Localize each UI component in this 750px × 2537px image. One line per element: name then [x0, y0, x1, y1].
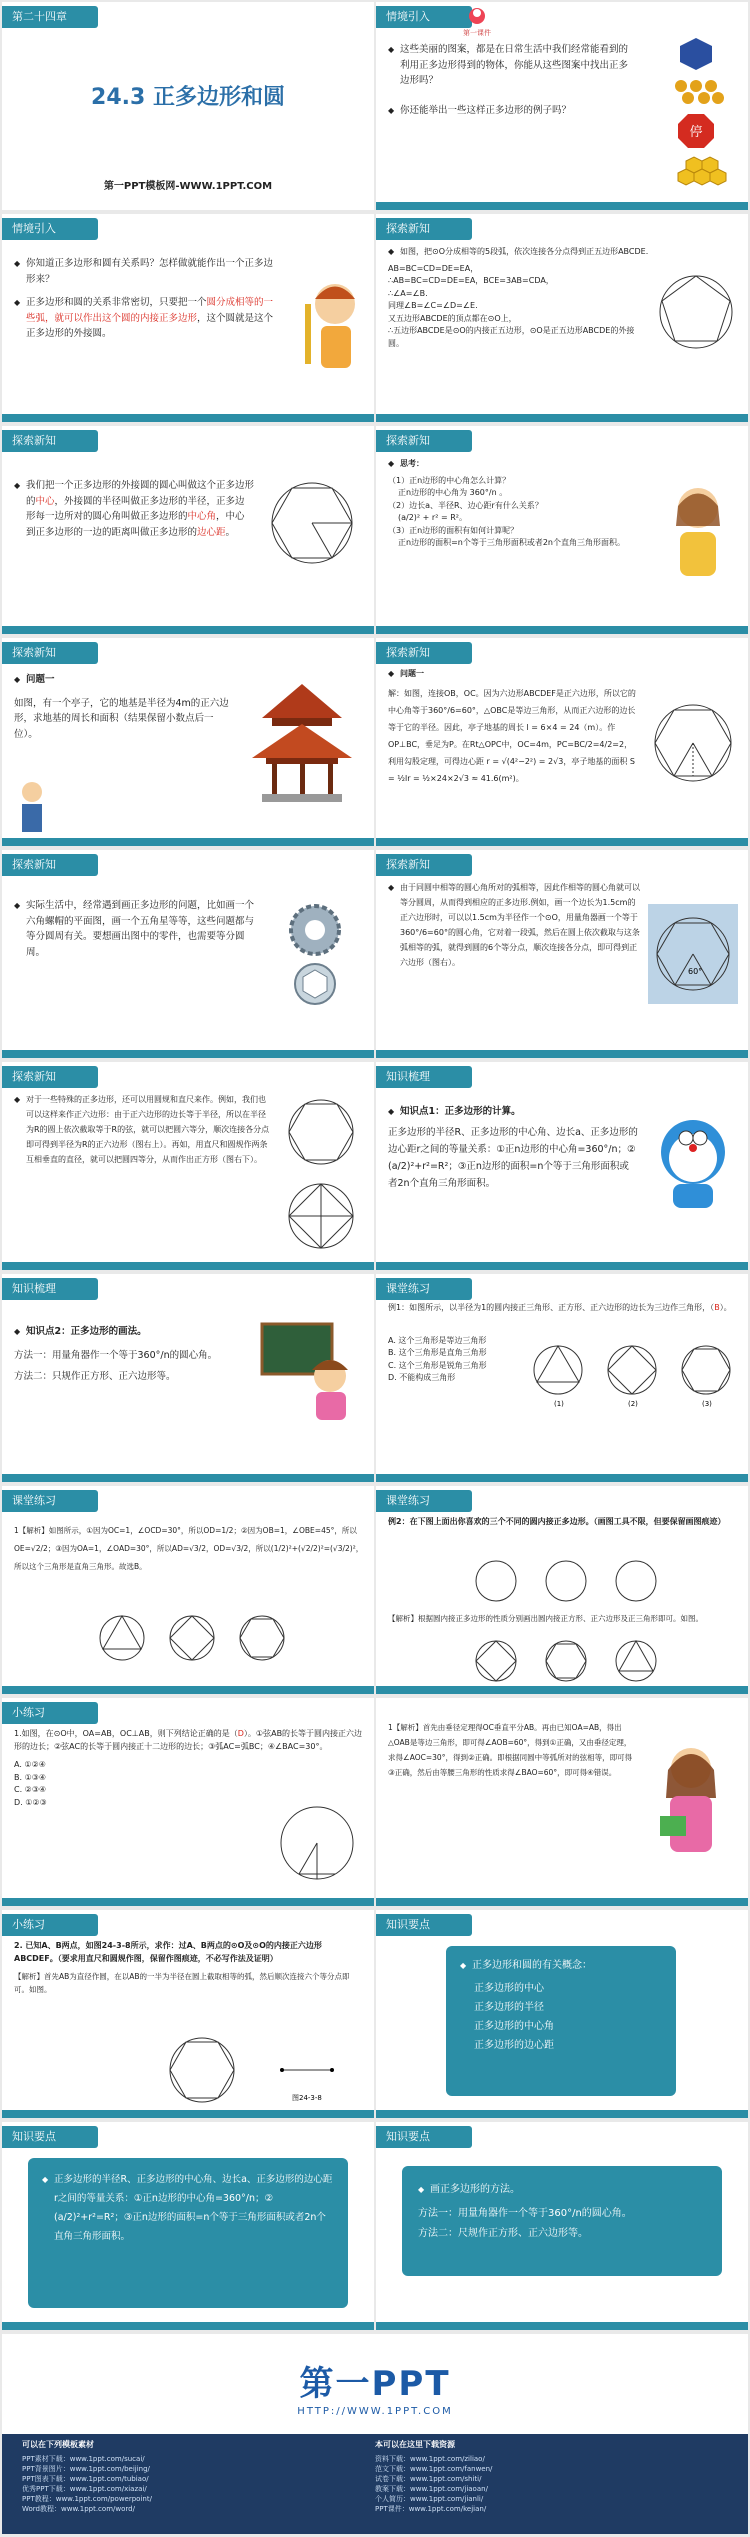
text-line: ∴五边形ABCDE是⊙O的内接正五边形，⊙O是正五边形ABCDE的外接圆。	[388, 326, 635, 348]
slide-summary-2	[2, 1274, 374, 1482]
problem-text: 如图，有一个亭子，它的地基是半径为4m的正六边形，求地基的周长和面积（结果保留小数点后一位）。	[14, 697, 229, 740]
question-text: 例1：如图所示，以半径为1的圆内接正三角形、正方形、正六边形的边长为三边作三角形，（B）。	[388, 1303, 732, 1312]
footer-link[interactable]: 优秀PPT下载：www.1ppt.com/xiazai/	[22, 2485, 147, 2493]
slide-summary-1	[376, 1062, 748, 1270]
slide-header: 知识要点	[376, 2126, 472, 2148]
intro-text: ◆ 这些美丽的图案，都是在日常生活中我们经常能看到的利用正多边形得到的物体，你能从这些图案中找出正多边形吗？	[388, 42, 628, 89]
slide-header: 探索新知	[376, 218, 472, 240]
three-polygons-figure	[528, 1340, 740, 1410]
doraemon-icon	[648, 1112, 738, 1212]
footer-links-panel	[2, 2434, 748, 2534]
slide-header: 知识梳理	[376, 1066, 472, 1088]
slide-explore-6	[2, 1062, 374, 1270]
text-block: ◆ 实际生活中，经常遇到画正多边形的问题，比如画一个六角螺帽的平面图，画一个五角星等等，这些问题都与等分圆周有关。要想画出图中的零件，也需要等分圆周。	[14, 898, 256, 960]
hexagon-figure	[264, 478, 360, 568]
text-block: ◆ 你知道正多边形和圆有关系吗？怎样做就能作出一个正多边形来？	[14, 256, 282, 287]
answer: 正n边形的中心角为 360°/n 。	[398, 488, 508, 497]
slide-header: 探索新知	[376, 430, 472, 452]
text-line: AB=BC=CD=DE=EA，	[388, 263, 479, 273]
pavilion-icon	[242, 678, 362, 808]
option: C. ②③④	[14, 1785, 47, 1794]
slide-practice-1	[2, 1698, 374, 1906]
list-item: 正多边形的半径	[474, 2002, 544, 2013]
solution-text: 【解析】首先AB为直径作圆，在以AB的一半为半径在圆上截取相等的弧，然后顺次连接六个等分点即可。如图。	[14, 1972, 350, 1994]
three-solution-figures	[92, 1608, 292, 1668]
footer-link[interactable]: Word教程：www.1ppt.com/word/	[22, 2505, 135, 2513]
cartoon-teacher-board-icon	[252, 1314, 362, 1424]
slide-header: 课堂练习	[2, 1490, 98, 1512]
question: （2）边长a、半径R、边心距r有什么关系？	[388, 500, 543, 510]
circle-chord-figure	[272, 1798, 362, 1888]
cartoon-girl-icon	[658, 476, 738, 586]
question: （3）正n边形的面积有如何计算呢？	[388, 525, 519, 535]
slide-header: 知识要点	[376, 1914, 472, 1936]
card-title: ◆ 画正多边形的方法。	[418, 2180, 706, 2200]
cartoon-girl-book-icon	[646, 1738, 736, 1868]
svg-text:停: 停	[689, 125, 703, 140]
slide-title	[2, 2, 374, 210]
list-item: 正多边形的边心距	[474, 2040, 554, 2051]
slide-header: 课堂练习	[376, 1278, 472, 1300]
svg-text:图24-3-8: 图24-3-8	[292, 2094, 322, 2102]
text-block: ◆ 思考：	[388, 458, 638, 471]
slide-header: 探索新知	[2, 1066, 98, 1088]
intro-question: ◆ 你还能举出一些这样正多边形的例子吗？	[388, 103, 628, 119]
slide-problem-1	[2, 638, 374, 846]
chapter-label: 第二十四章 圆	[2, 6, 98, 28]
text-line: ∴AB=BC=CD=DE=EA，BCE=3AB=CDA，	[388, 276, 554, 285]
pentagon-figure	[654, 270, 738, 354]
slide-header: 小练习	[2, 1702, 98, 1724]
text-block: ◆ 知识点1：正多边形的计算。	[388, 1104, 638, 1120]
summary-text: 正多边形的半径R、正多边形的中心角、边长a、正多边形的边心距r之间的等量关系：①正n边形的中心角=360°/n；② (a/2)²+r²=R²；③正n边形的面积=n个等于三角形面积或者2n个直角三角形面积。	[388, 1126, 638, 1189]
slide-header: 课堂练习	[376, 1490, 472, 1512]
key-points-card	[28, 2158, 348, 2308]
footer-link[interactable]: 个人简历：www.1ppt.com/jianli/	[375, 2495, 484, 2503]
footer-link[interactable]: PPT图表下载：www.1ppt.com/tubiao/	[22, 2475, 149, 2483]
slide-key-points-3	[376, 2122, 748, 2330]
gear-parts-icon	[267, 900, 363, 1010]
slide-practice-1-solution	[376, 1698, 748, 1906]
slide-explore-3	[376, 426, 748, 634]
hexagon-solution-figure	[648, 698, 738, 788]
slide-explore-5	[376, 850, 748, 1058]
question: （1）正n边形的中心角怎么计算？	[388, 475, 511, 485]
footer-logo: 第一PPT	[299, 2364, 451, 2404]
key-points-card	[446, 1946, 676, 2096]
slide-intro-2	[2, 214, 374, 422]
empty-circles-figure	[466, 1556, 666, 1606]
answer: 正n边形的面积=n个等于三角形面积或者2n个直角三角形面积。	[398, 538, 626, 547]
option: B. ①③④	[14, 1772, 47, 1782]
question-text: 例2：在下图上面出你喜欢的三个不同的圆内接正多边形。（画图工具不限，但要保留画图痕迹）	[388, 1517, 726, 1526]
footer	[2, 2334, 748, 2534]
question-text: 2. 已知A、B两点，如图24-3-8所示，求作：过A、B两点的⊙O及⊙O的内接正六边形ABCDEF。（要求用直尺和圆规作图，保留作图痕迹，不必写作法及证明）	[14, 1941, 322, 1963]
slide-header: 知识要点	[2, 2126, 98, 2148]
answer: (a/2)² + r² = R²。	[398, 513, 467, 522]
answer-circles-figure	[466, 1636, 666, 1686]
text-block: ◆ 知识点2：正多边形的画法。	[14, 1324, 254, 1340]
footer-link[interactable]: PPT课件：www.1ppt.com/kejian/	[375, 2505, 487, 2513]
cartoon-boy-icon	[297, 274, 367, 384]
compass-constructions-figure	[278, 1092, 364, 1262]
definition-text: ◆ 我们把一个正多边形的外接圆的圆心叫做这个正多边形的中心，外接圆的半径叫做正多边形的半径，正多边形每一边所对的圆心角叫做正多边形的中心角，中心到正多边形的一边的距离叫做正多边形的边心距。	[14, 478, 254, 540]
svg-text:(3): (3)	[702, 1400, 712, 1408]
solution-text: 1【解析】首先由垂径定理得OC垂直平分AB。再由已知OA=AB，得出△OAB是等边三角形，即可得∠AOB=60°，得到①正确，又由垂径定理，求得∠AOC=30°，得到②正确。即根据同圆中等弧所对的弦相等，即可得③正确，然后由等腰三角形的性质求得∠BAO=60°，即可得④错误。	[388, 1723, 633, 1777]
site-label: 第一PPT模板网-WWW.1PPT.COM	[103, 181, 273, 192]
slide-exercise-3	[376, 1486, 748, 1694]
footer-link[interactable]: 试卷下载：www.1ppt.com/shiti/	[375, 2475, 482, 2483]
option: A. 这个三角形是等边三角形	[388, 1335, 487, 1345]
list-item: 正多边形的中心	[474, 1983, 544, 1994]
text-block: ◆ 正多边形和圆的关系非常密切，只要把一个圆分成相等的一些弧，就可以作出这个圆的内接正多边形，这个圆就是这个正多边形的外接圆。	[14, 295, 282, 342]
slide-explore-2	[2, 426, 374, 634]
svg-text:(2): (2)	[628, 1400, 638, 1408]
text-block: ◆ 问题一	[14, 672, 232, 688]
solution-text: 解：如图，连接OB，OC。因为六边形ABCDEF是正六边形，所以它的中心角等于360°/6=60°，△OBC是等边三角形，从而正六边形的边长等于它的半径。因此，亭子地基的周长 l = 6×4 = 24（m）。作OP⊥BC，垂足为P。在Rt△OPC中，OC=4m，PC=BC/2=4/2=2，利用勾股定理，可得边心距 r = √(4²−2²) = 2√3，亭子地基的面积 S = ½lr = ½×24×2√3 ≈ 41.6(m²)。	[388, 688, 636, 783]
slide-header: 知识梳理	[2, 1278, 98, 1300]
option: D. 不能构成三角形	[388, 1373, 456, 1382]
option: A. ①②④	[14, 1760, 46, 1769]
slide-header: 探索新知	[2, 430, 98, 452]
page-title: 24.3 正多边形和圆	[91, 85, 285, 110]
footer-url[interactable]: HTTP://WWW.1PPT.COM	[297, 2406, 453, 2417]
logo-icon: 第一课件	[460, 6, 494, 36]
hexagon-ab-figure	[152, 2030, 352, 2110]
option: C. 这个三角形是锐角三角形	[388, 1360, 487, 1370]
text-line: ∴∠A=∠B.	[388, 288, 428, 298]
slide-header: 情境引入	[376, 6, 472, 28]
slide-exercise-1	[376, 1274, 748, 1482]
slide-explore-1	[376, 214, 748, 422]
footer-link[interactable]: 资料下载：www.1ppt.com/ziliao/	[375, 2455, 485, 2463]
slide-header: 探索新知	[376, 642, 472, 664]
cartoon-teacher-icon	[12, 778, 52, 838]
footer-link[interactable]: PPT背景图片：www.1ppt.com/beijing/	[22, 2465, 150, 2473]
solution-text: 【解析】根据圆内接正多边形的性质分别画出圆内接正方形、正六边形及正三角形即可。如图。	[388, 1614, 703, 1623]
slide-header: 探索新知	[376, 854, 472, 876]
footer-right-title: 本可以在这里下载资源	[375, 2440, 455, 2449]
text-line: 同理∠B=∠C=∠D=∠E.	[388, 301, 478, 310]
method-text: 方法一：用量角器作一个等于360°/n的圆心角。	[418, 2208, 632, 2219]
slide-header: 探索新知	[2, 642, 98, 664]
text-block: ◆ 对于一些特殊的正多边形，还可以用圆规和直尺来作。例如，我们也可以这样来作正六边形：由于正六边形的边长等于半径，所以在半径为R的圆上依次截取等于R的弦，就可以把圆六等分，顺次连接各分点即可得到半径为R的正六边形（图右上）。再如，用直尺和圆规作两条互相垂直的直径，就可以把圆四等分，从而作出正方形（图右下）。	[14, 1092, 270, 1167]
slide-exercise-2	[2, 1486, 374, 1694]
card-text: ◆ 正多边形的半径R、正多边形的中心角、边长a、正多边形的边心距r之间的等量关系：①正n边形的中心角=360°/n；② (a/2)²+r²=R²；③正n边形的面积=n个等于三角形面积或者2n个直角三角形面积。	[42, 2170, 334, 2246]
slide-explore-4	[2, 850, 374, 1058]
slide-header: 情境引入	[2, 218, 98, 240]
solution-text: 1【解析】如图所示，①因为OC=1，∠OCD=30°，所以OD=1/2；②因为OB=1，∠OBE=45°，所以OE=√2/2；③因为OA=1，∠OAD=30°，所以AD=√3/2，OD=√3/2，所以(1/2)²+(√2/2)²=(√3/2)²，所以这个三角形是直角三角形。故选B。	[14, 1526, 364, 1571]
option: B. 这个三角形是直角三角形	[388, 1348, 487, 1357]
text-block: ◆ 如图，把⊙O分成相等的5段弧，依次连接各分点得到正五边形ABCDE.	[388, 246, 650, 259]
question-text: 1.如图，在⊙O中，OA=AB，OC⊥AB，则下列结论正确的是（D）。①弦AB的长等于圆内接正六边形的边长；②弦AC的长等于圆内接正十二边形的边长；③弧AC=弧BC；④∠BAC=30°。	[14, 1729, 363, 1751]
list-item: 正多边形的中心角	[474, 2021, 554, 2032]
slide-header: 小练习	[2, 1914, 98, 1936]
hexagon-construction-figure	[648, 904, 738, 1004]
footer-left-title: 可以在下列模板素材	[22, 2440, 94, 2449]
method-text: 方法一：用量角器作一个等于360°/n的圆心角。	[14, 1349, 218, 1361]
text-block: ◆ 由于同圆中相等的圆心角所对的弧相等，因此作相等的圆心角就可以等分圆周，从而得到相应的正多边形.例如，画一个边长为1.5cm的正六边形时，可以以1.5cm为半径作一个⊙O，用量角器画一个等于360°/6=60°的圆心角，它对着一段弧，然后在圆上依次截取与这条弧相等的弧，就得到圆的6个等分点，顺次连接各分点，即可得到正六边形（图右）。	[388, 880, 640, 970]
slide-key-points-1	[376, 1910, 748, 2118]
slide-intro-1	[376, 2, 748, 210]
polygon-examples-icon	[666, 36, 736, 206]
text-line: 又五边形ABCDE的顶点都在⊙O上，	[388, 313, 517, 323]
footer-link[interactable]: 教案下载：www.1ppt.com/jiaoan/	[375, 2485, 488, 2493]
footer-link[interactable]: PPT教程：www.1ppt.com/powerpoint/	[22, 2495, 152, 2503]
slide-header: 探索新知	[2, 854, 98, 876]
method-text: 方法二：尺规作正方形、正六边形等。	[418, 2228, 588, 2239]
svg-text:60°: 60°	[688, 967, 703, 976]
slide-practice-2	[2, 1910, 374, 2118]
footer-link[interactable]: PPT素材下载：www.1ppt.com/sucai/	[22, 2455, 145, 2463]
slide-key-points-2	[2, 2122, 374, 2330]
key-points-card	[402, 2166, 722, 2276]
svg-text:(1): (1)	[554, 1400, 564, 1408]
method-text: 方法二：只规作正方形、正六边形等。	[14, 1371, 176, 1382]
footer-link[interactable]: 范文下载：www.1ppt.com/fanwen/	[375, 2465, 493, 2473]
slide-solution-1	[376, 638, 748, 846]
text-block: ◆ 问题一	[388, 668, 640, 681]
option: D. ①②③	[14, 1797, 47, 1807]
card-title: ◆ 正多边形和圆的有关概念：	[460, 1956, 662, 1975]
